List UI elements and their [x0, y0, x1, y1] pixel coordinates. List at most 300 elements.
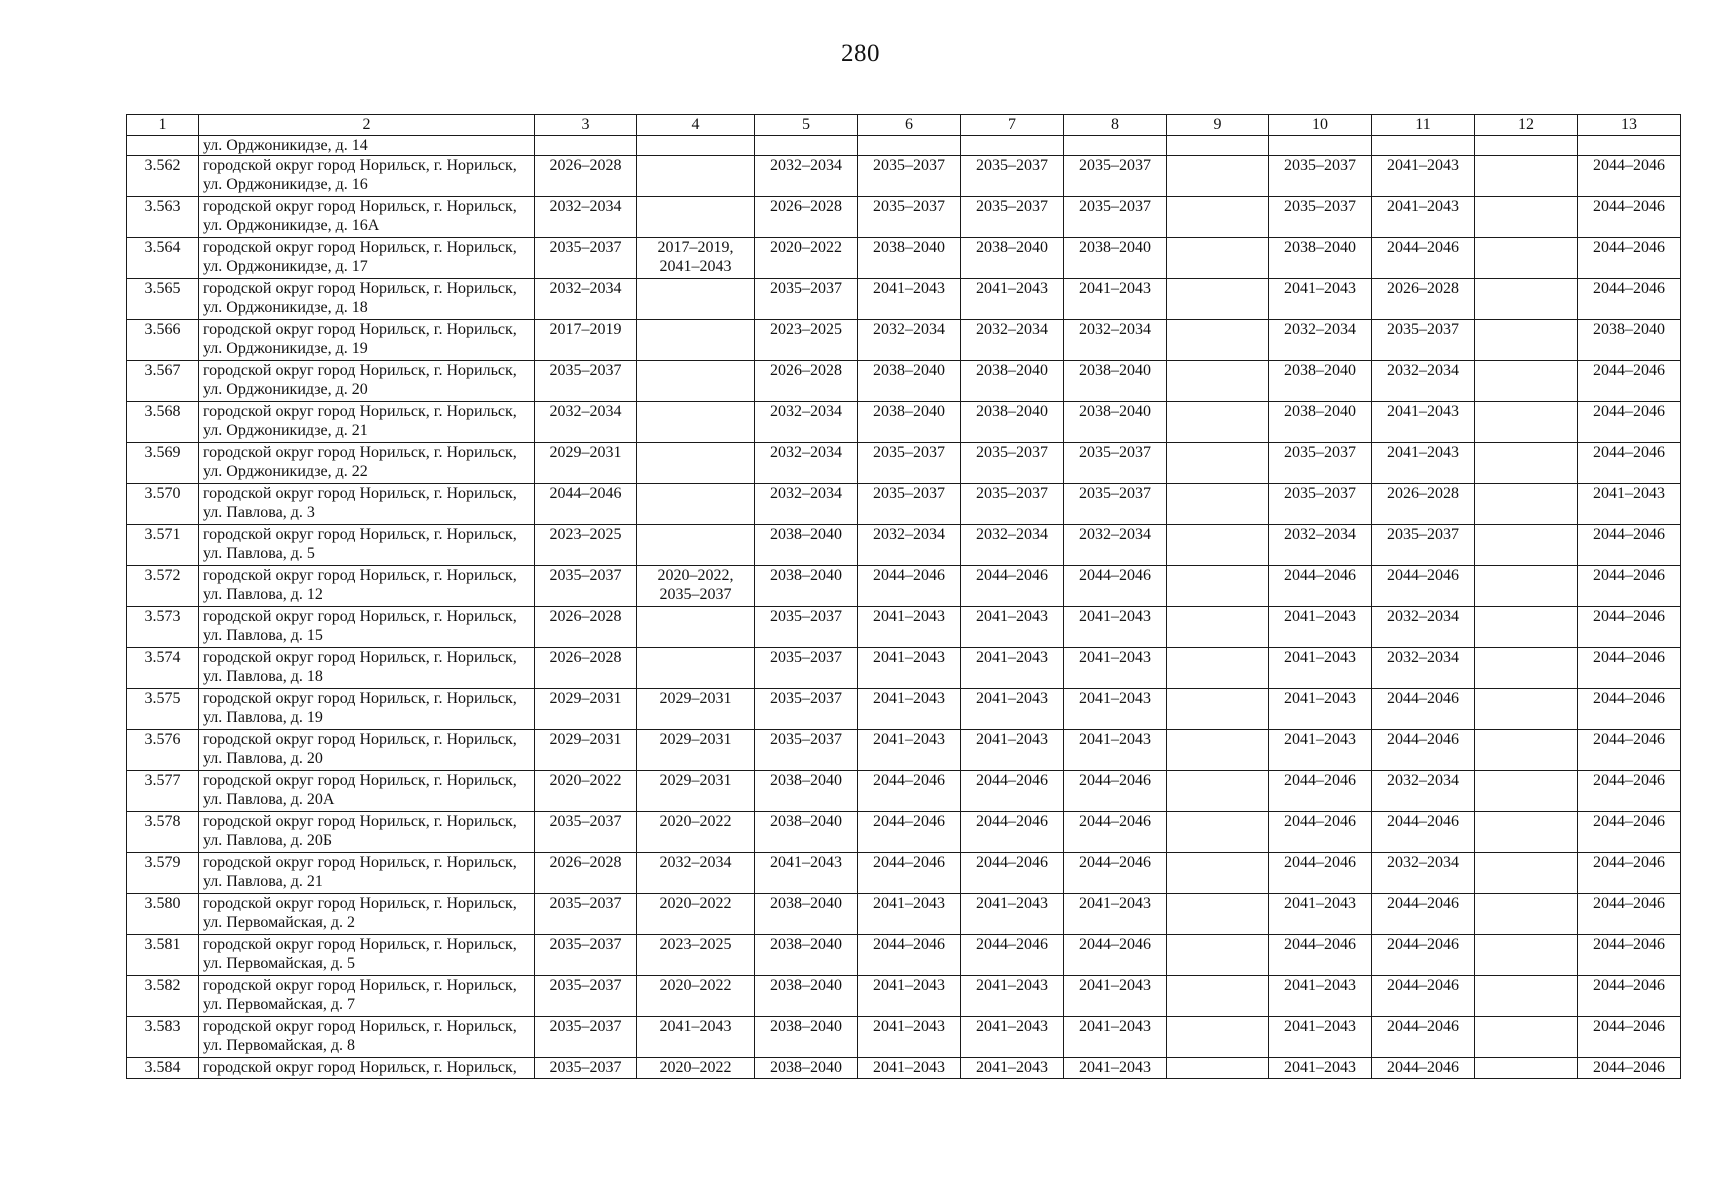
period-cell: 2032–2034 [858, 320, 961, 361]
address-line: городской округ город Норильск, г. Норильск, [203, 526, 517, 543]
period-cell [1475, 976, 1578, 1017]
period-cell: 2020–2022 [637, 1058, 755, 1079]
period-cell: 2035–2037 [1064, 443, 1167, 484]
table-row [127, 935, 1681, 976]
period-cell: 2044–2046 [1372, 689, 1475, 730]
period-cell [1167, 1058, 1269, 1079]
column-header: 3 [535, 115, 637, 136]
period-cell: 2041–2043 [961, 1017, 1064, 1058]
period-cell: 2026–2028 [755, 361, 858, 402]
period-cell: 2038–2040 [755, 566, 858, 607]
period-cell: 2032–2034 [1372, 361, 1475, 402]
address-line: городской округ город Норильск, г. Норильск, [203, 649, 517, 666]
row-number-cell: 3.573 [127, 607, 199, 648]
period-cell: 2044–2046 [858, 771, 961, 812]
period-cell: 2041–2043 [961, 976, 1064, 1017]
period-cell: 2044–2046 [858, 566, 961, 607]
period-cell: 2041–2043 [1064, 730, 1167, 771]
address-line: городской округ город Норильск, г. Норильск, [203, 731, 517, 748]
address-line: городской округ город Норильск, г. Норильск, [203, 198, 517, 215]
period-cell: 2044–2046 [1064, 853, 1167, 894]
row-number-cell: 3.574 [127, 648, 199, 689]
period-cell [1167, 894, 1269, 935]
header-row [127, 115, 1681, 136]
period-cell [1475, 853, 1578, 894]
period-cell: 2041–2043 [961, 1058, 1064, 1079]
period-cell: 2038–2040 [755, 771, 858, 812]
period-cell: 2044–2046 [1372, 238, 1475, 279]
address-cell [199, 853, 535, 894]
address-line: ул. Павлова, д. 3 [203, 504, 315, 521]
period-cell [1475, 525, 1578, 566]
period-cell: 2041–2043 [858, 607, 961, 648]
address-cell [199, 607, 535, 648]
period-cell: 2044–2046 [1269, 566, 1372, 607]
period-cell: 2038–2040 [1064, 402, 1167, 443]
period-cell: 2041–2043 [1064, 1017, 1167, 1058]
period-cell [1167, 320, 1269, 361]
period-cell: 2035–2037 [1064, 156, 1167, 197]
period-cell: 2035–2037 [755, 730, 858, 771]
period-cell: 2041–2043 [961, 689, 1064, 730]
period-cell: 2044–2046 [1578, 402, 1681, 443]
address-line: ул. Орджоникидзе, д. 19 [203, 340, 368, 357]
period-cell: 2035–2037 [535, 935, 637, 976]
period-cell: 2038–2040 [1269, 402, 1372, 443]
period-cell: 2038–2040 [961, 361, 1064, 402]
period-cell: 2044–2046 [1372, 1017, 1475, 1058]
period-cell: 2041–2043 [961, 279, 1064, 320]
period-cell: 2032–2034 [535, 402, 637, 443]
address-line: ул. Орджоникидзе, д. 22 [203, 463, 368, 480]
period-cell: 2044–2046 [1372, 1058, 1475, 1079]
period-cell: 2035–2037 [1064, 484, 1167, 525]
period-cell: 2044–2046 [1578, 812, 1681, 853]
address-cell [199, 156, 535, 197]
period-cell: 2029–2031 [637, 730, 755, 771]
period-cell [1475, 1058, 1578, 1079]
row-number-cell: 3.566 [127, 320, 199, 361]
address-line: ул. Павлова, д. 18 [203, 668, 323, 685]
period-cell: 2041–2043 [637, 1017, 755, 1058]
column-header: 4 [637, 115, 755, 136]
address-line: городской округ город Норильск, г. Норильск, [203, 854, 517, 871]
row-number-cell: 3.578 [127, 812, 199, 853]
row-number-cell: 3.568 [127, 402, 199, 443]
period-cell: 2029–2031 [535, 689, 637, 730]
period-cell: 2029–2031 [637, 771, 755, 812]
period-cell [637, 156, 755, 197]
period-cell: 2038–2040 [1269, 238, 1372, 279]
address-line: городской округ город Норильск, г. Норильск, [203, 485, 517, 502]
period-cell: 2029–2031 [637, 689, 755, 730]
period-cell: 2035–2037 [535, 566, 637, 607]
period-cell: 2041–2043 [961, 648, 1064, 689]
period-cell [1167, 402, 1269, 443]
period-cell: 2044–2046 [1372, 894, 1475, 935]
period-cell [1475, 443, 1578, 484]
period-cell: 2035–2037 [535, 1017, 637, 1058]
period-cell: 2035–2037 [1372, 525, 1475, 566]
address-line: городской округ город Норильск, г. Норильск, [203, 608, 517, 625]
period-cell: 2041–2043 [1064, 976, 1167, 1017]
period-cell: 2044–2046 [1269, 935, 1372, 976]
address-line: ул. Павлова, д. 20А [203, 791, 335, 808]
period-cell [1475, 607, 1578, 648]
period-cell [1475, 648, 1578, 689]
table-row [127, 484, 1681, 525]
period-cell: 2029–2031 [535, 730, 637, 771]
table-row [127, 402, 1681, 443]
period-cell [1167, 197, 1269, 238]
period-cell: 2035–2037 [858, 197, 961, 238]
address-cell [199, 812, 535, 853]
period-cell [1475, 320, 1578, 361]
address-line: ул. Павлова, д. 12 [203, 586, 323, 603]
table-row [127, 279, 1681, 320]
period-cell: 2041–2043 [1064, 1058, 1167, 1079]
table-row [127, 361, 1681, 402]
address-cell [199, 136, 535, 156]
period-cell: 2038–2040 [755, 1058, 858, 1079]
period-cell: 2044–2046 [1064, 566, 1167, 607]
period-cell: 2041–2043 [961, 894, 1064, 935]
address-line: ул. Павлова, д. 5 [203, 545, 315, 562]
period-cell: 2044–2046 [535, 484, 637, 525]
address-line: городской округ город Норильск, г. Норильск, [203, 444, 517, 461]
period-cell: 2044–2046 [1578, 607, 1681, 648]
row-number-cell: 3.572 [127, 566, 199, 607]
address-line: городской округ город Норильск, г. Норильск, [203, 321, 517, 338]
table-row [127, 136, 1681, 156]
period-cell: 2044–2046 [858, 935, 961, 976]
row-number-cell [127, 136, 199, 156]
period-cell: 2026–2028 [535, 607, 637, 648]
period-cell: 2035–2037 [535, 238, 637, 279]
period-cell: 2041–2043 [1269, 976, 1372, 1017]
period-cell: 2023–2025 [637, 935, 755, 976]
address-cell [199, 976, 535, 1017]
period-cell: 2023–2025 [755, 320, 858, 361]
period-cell: 2035–2037 [858, 156, 961, 197]
table-row [127, 853, 1681, 894]
period-cell: 2044–2046 [1372, 730, 1475, 771]
period-cell [1475, 361, 1578, 402]
address-cell [199, 566, 535, 607]
period-cell: 2032–2034 [755, 402, 858, 443]
column-header: 7 [961, 115, 1064, 136]
period-cell: 2041–2043 [858, 1017, 961, 1058]
period-cell: 2026–2028 [535, 648, 637, 689]
period-cell: 2032–2034 [1372, 648, 1475, 689]
page-number: 280 [841, 40, 880, 67]
table-row [127, 607, 1681, 648]
period-cell [637, 525, 755, 566]
period-cell [1167, 648, 1269, 689]
period-cell: 2035–2037 [535, 812, 637, 853]
period-cell: 2044–2046 [858, 853, 961, 894]
period-cell: 2041–2043 [1578, 484, 1681, 525]
period-cell: 2044–2046 [1578, 853, 1681, 894]
period-cell: 2044–2046 [1269, 853, 1372, 894]
period-cell [535, 136, 637, 156]
period-cell: 2044–2046 [1578, 1058, 1681, 1079]
period-cell [637, 361, 755, 402]
period-cell: 2041–2043 [1372, 443, 1475, 484]
row-number-cell: 3.571 [127, 525, 199, 566]
period-cell: 2044–2046 [961, 853, 1064, 894]
address-line: ул. Павлова, д. 20Б [203, 832, 333, 849]
address-line: городской округ город Норильск, г. Норильск, [203, 157, 517, 174]
period-cell: 2032–2034 [858, 525, 961, 566]
table-row [127, 320, 1681, 361]
table-row [127, 648, 1681, 689]
period-cell: 2041–2043 [1064, 648, 1167, 689]
period-cell [1475, 812, 1578, 853]
period-cell: 2044–2046 [1578, 443, 1681, 484]
period-cell: 2044–2046 [1578, 279, 1681, 320]
period-cell: 2035–2037 [858, 443, 961, 484]
period-cell: 2035–2037 [1269, 197, 1372, 238]
period-cell [1475, 771, 1578, 812]
address-cell [199, 894, 535, 935]
period-cell [637, 443, 755, 484]
row-number-cell: 3.575 [127, 689, 199, 730]
address-line: ул. Первомайская, д. 5 [203, 955, 355, 972]
period-cell: 2044–2046 [1064, 812, 1167, 853]
period-cell: 2041–2043 [961, 730, 1064, 771]
table-row [127, 443, 1681, 484]
row-number-cell: 3.582 [127, 976, 199, 1017]
period-cell [1475, 689, 1578, 730]
column-header: 8 [1064, 115, 1167, 136]
period-cell: 2035–2037 [961, 484, 1064, 525]
row-number-cell: 3.579 [127, 853, 199, 894]
period-cell: 2041–2043 [858, 689, 961, 730]
table-row [127, 525, 1681, 566]
address-line: городской округ город Норильск, г. Норильск, [203, 403, 517, 420]
period-cell: 2038–2040 [755, 935, 858, 976]
period-cell: 2038–2040 [755, 976, 858, 1017]
row-number-cell: 3.569 [127, 443, 199, 484]
row-number-cell: 3.563 [127, 197, 199, 238]
table-row [127, 1058, 1681, 1079]
period-cell: 2041–2043 [1064, 279, 1167, 320]
period-cell: 2044–2046 [1578, 894, 1681, 935]
period-cell: 2041–2043 [1269, 1017, 1372, 1058]
table-row [127, 730, 1681, 771]
period-cell: 2035–2037 [1372, 320, 1475, 361]
period-cell: 2038–2040 [755, 1017, 858, 1058]
period-cell: 2020–2022 [637, 812, 755, 853]
period-cell: 2044–2046 [1269, 771, 1372, 812]
period-cell: 2044–2046 [1578, 197, 1681, 238]
address-line: городской округ город Норильск, г. Норильск, [203, 239, 517, 256]
period-cell: 2026–2028 [1372, 279, 1475, 320]
period-cell: 2038–2040 [858, 238, 961, 279]
period-cell [1167, 976, 1269, 1017]
period-cell: 2044–2046 [1578, 361, 1681, 402]
period-cell: 2041–2043 [1269, 648, 1372, 689]
address-line: ул. Павлова, д. 15 [203, 627, 323, 644]
period-cell: 2041–2043 [858, 279, 961, 320]
address-cell [199, 730, 535, 771]
period-cell [1167, 238, 1269, 279]
period-cell: 2041–2043 [858, 894, 961, 935]
address-cell [199, 525, 535, 566]
period-cell: 2026–2028 [535, 156, 637, 197]
address-cell [199, 689, 535, 730]
period-cell: 2038–2040 [1269, 361, 1372, 402]
address-line: городской округ город Норильск, г. Норильск, [203, 280, 517, 297]
period-cell: 2032–2034 [755, 156, 858, 197]
period-cell [1269, 136, 1372, 156]
period-cell: 2032–2034 [961, 320, 1064, 361]
period-cell: 2041–2043 [1372, 402, 1475, 443]
period-cell: 2023–2025 [535, 525, 637, 566]
address-cell [199, 1058, 535, 1079]
period-cell [1167, 689, 1269, 730]
period-cell: 2017–2019 [535, 320, 637, 361]
period-cell: 2044–2046 [961, 771, 1064, 812]
column-header: 11 [1372, 115, 1475, 136]
address-line: ул. Орджоникидзе, д. 17 [203, 258, 368, 275]
period-cell: 2041–2043 [1372, 156, 1475, 197]
period-cell: 2044–2046 [1064, 771, 1167, 812]
address-line: ул. Орджоникидзе, д. 16 [203, 176, 368, 193]
period-cell: 2044–2046 [1578, 730, 1681, 771]
period-cell [858, 136, 961, 156]
period-cell: 2044–2046 [1064, 935, 1167, 976]
address-line: ул. Орджоникидзе, д. 21 [203, 422, 368, 439]
address-cell [199, 238, 535, 279]
period-cell: 2044–2046 [1578, 525, 1681, 566]
period-cell: 2029–2031 [535, 443, 637, 484]
table-row [127, 976, 1681, 1017]
period-cell: 2041–2043 [1064, 607, 1167, 648]
period-cell: 2044–2046 [1578, 238, 1681, 279]
period-cell: 2044–2046 [1372, 935, 1475, 976]
schedule-table [126, 114, 1681, 1079]
period-cell: 2026–2028 [1372, 484, 1475, 525]
period-cell [1475, 402, 1578, 443]
address-cell [199, 771, 535, 812]
period-cell: 2038–2040 [961, 238, 1064, 279]
period-cell: 2038–2040 [1064, 238, 1167, 279]
period-cell: 2032–2034 [1269, 525, 1372, 566]
period-cell: 2032–2034 [1372, 853, 1475, 894]
period-cell: 2038–2040 [1064, 361, 1167, 402]
period-cell: 2044–2046 [1269, 812, 1372, 853]
period-cell [637, 648, 755, 689]
period-cell: 2041–2043 [858, 730, 961, 771]
row-number-cell: 3.581 [127, 935, 199, 976]
address-line: городской округ город Норильск, г. Норильск, [203, 1018, 517, 1035]
address-cell [199, 935, 535, 976]
address-line: городской округ город Норильск, г. Норильск, [203, 813, 517, 830]
address-line: ул. Орджоникидзе, д. 20 [203, 381, 368, 398]
period-cell [1167, 730, 1269, 771]
period-cell: 2035–2037 [755, 279, 858, 320]
period-cell [637, 279, 755, 320]
period-cell [1372, 136, 1475, 156]
period-cell: 2041–2043 [858, 648, 961, 689]
row-number-cell: 3.565 [127, 279, 199, 320]
period-cell: 2044–2046 [1578, 156, 1681, 197]
column-header: 10 [1269, 115, 1372, 136]
row-number-cell: 3.583 [127, 1017, 199, 1058]
table-row [127, 156, 1681, 197]
period-cell [1475, 566, 1578, 607]
period-cell: 2035–2037 [961, 443, 1064, 484]
period-cell: 2044–2046 [858, 812, 961, 853]
period-cell: 2041–2043 [1269, 730, 1372, 771]
address-cell [199, 402, 535, 443]
period-cell [1167, 156, 1269, 197]
address-line: городской округ город Норильск, г. Норильск, [203, 772, 517, 789]
period-cell [1167, 812, 1269, 853]
period-cell: 2032–2034 [1064, 525, 1167, 566]
period-cell: 2035–2037 [755, 689, 858, 730]
table-body [127, 136, 1681, 1079]
row-number-cell: 3.580 [127, 894, 199, 935]
period-cell [637, 402, 755, 443]
period-cell [1167, 443, 1269, 484]
period-cell [637, 320, 755, 361]
address-line: городской округ город Норильск, г. Норильск, [203, 567, 517, 584]
column-header: 2 [199, 115, 535, 136]
period-cell: 2044–2046 [1578, 935, 1681, 976]
period-cell: 2044–2046 [1578, 976, 1681, 1017]
address-line: городской округ город Норильск, г. Норильск, [203, 362, 517, 379]
period-cell: 2035–2037 [961, 156, 1064, 197]
column-header: 5 [755, 115, 858, 136]
period-cell [637, 484, 755, 525]
period-cell: 2032–2034 [637, 853, 755, 894]
period-cell: 2041–2043 [1269, 894, 1372, 935]
row-number-cell: 3.570 [127, 484, 199, 525]
period-cell: 2044–2046 [961, 566, 1064, 607]
period-cell: 2044–2046 [1372, 976, 1475, 1017]
address-line: ул. Орджоникидзе, д. 14 [203, 137, 368, 154]
period-cell: 2032–2034 [1269, 320, 1372, 361]
row-number-cell: 3.577 [127, 771, 199, 812]
period-cell [1167, 361, 1269, 402]
period-cell: 2038–2040 [858, 361, 961, 402]
period-cell: 2026–2028 [535, 853, 637, 894]
period-cell: 2041–2043 [1372, 197, 1475, 238]
column-header: 1 [127, 115, 199, 136]
period-cell: 2020–2022 [755, 238, 858, 279]
period-cell [1475, 894, 1578, 935]
address-line: ул. Павлова, д. 20 [203, 750, 323, 767]
period-cell: 2038–2040 [755, 525, 858, 566]
address-line: ул. Первомайская, д. 2 [203, 914, 355, 931]
period-cell [1167, 771, 1269, 812]
address-cell [199, 279, 535, 320]
period-cell [1475, 136, 1578, 156]
period-cell [755, 136, 858, 156]
period-cell: 2041–2043 [755, 853, 858, 894]
row-number-cell: 3.567 [127, 361, 199, 402]
period-cell: 2032–2034 [535, 197, 637, 238]
period-cell: 2035–2037 [535, 1058, 637, 1079]
address-line: ул. Павлова, д. 19 [203, 709, 323, 726]
table-row [127, 894, 1681, 935]
period-cell: 2035–2037 [1064, 197, 1167, 238]
period-cell: 2038–2040 [1578, 320, 1681, 361]
period-cell: 2035–2037 [961, 197, 1064, 238]
